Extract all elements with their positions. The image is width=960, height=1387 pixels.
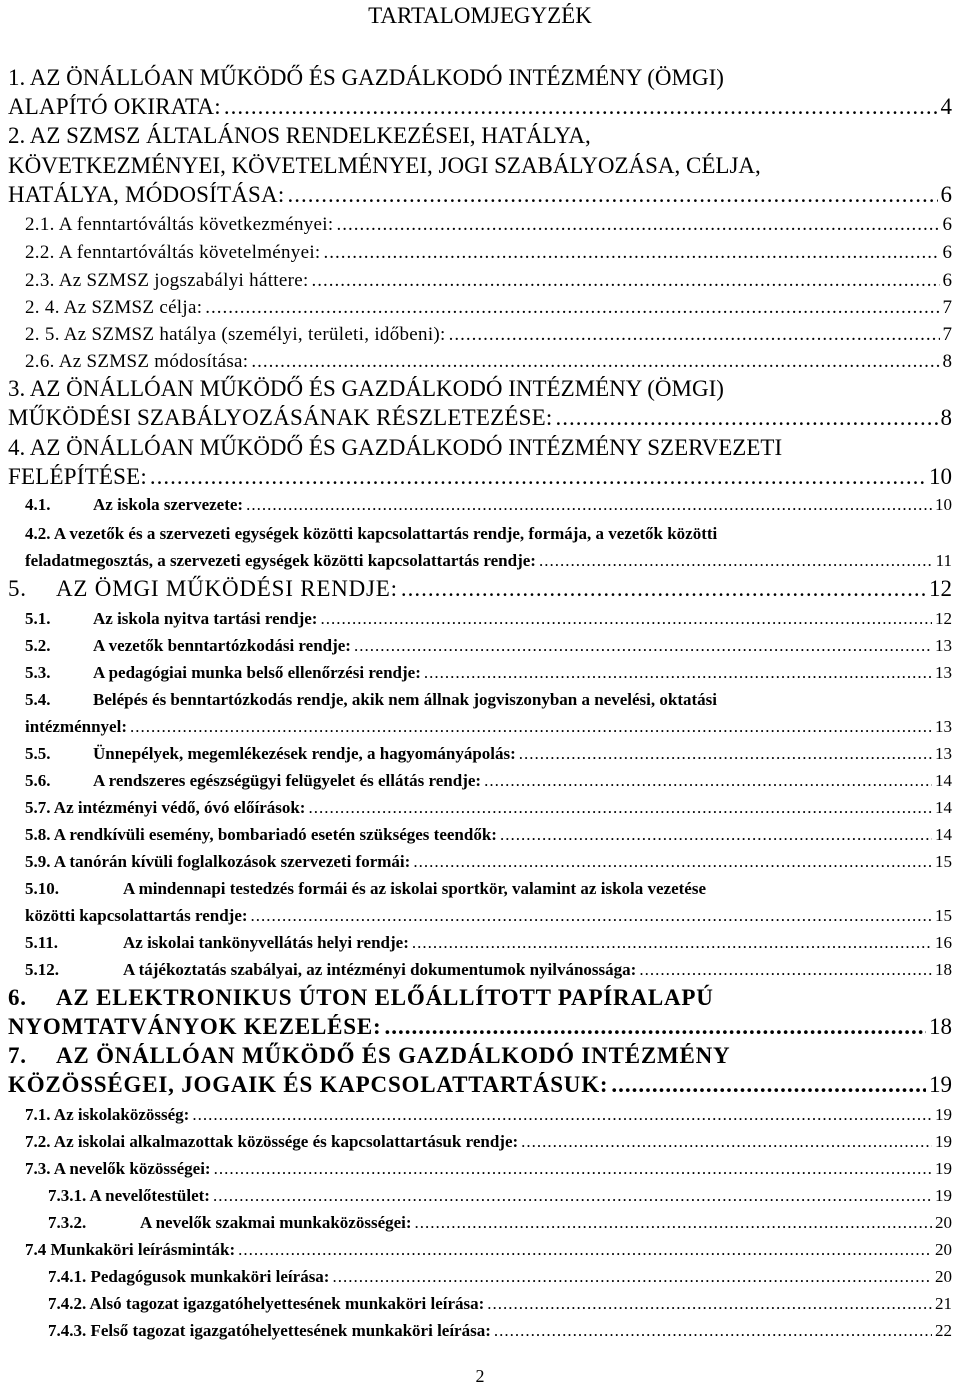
dot-leader bbox=[130, 713, 932, 740]
toc-entry-5-3[interactable]: 5.3. A pedagógiai munka belső ellenőrzési rendje: ..... 13 bbox=[25, 659, 952, 686]
toc-entry-5-4-line1[interactable]: 5.4. Belépés és benntartózkodás rendje, akik nem állnak jogviszonyban a nevelési, oktatási bbox=[25, 690, 718, 709]
dot-leader bbox=[238, 1236, 932, 1263]
dot-leader bbox=[556, 403, 938, 432]
dot-leader bbox=[213, 1182, 932, 1209]
toc-entry-2[interactable]: HATÁLYA, MÓDOSÍTÁSA: ..... 6 bbox=[8, 180, 952, 209]
toc-entry-4-2-line1[interactable]: 4.2. A vezetők és a szervezeti egységek közötti kapcsolattartás rendje, formája, a vezetők közötti bbox=[25, 524, 718, 543]
dot-leader bbox=[484, 767, 932, 794]
toc-entry-5-9[interactable]: 5.9. A tanórán kívüli foglalkozások szervezeti formái: ..... 15 bbox=[25, 848, 952, 875]
toc-entry-7-3-2[interactable]: 7.3.2. A nevelők szakmai munkaközösségei: ..... 20 bbox=[48, 1209, 952, 1236]
toc-entry-2-5[interactable]: 2. 5. Az SZMSZ hatálya (személyi, területi, időbeni): ..... 7 bbox=[25, 322, 952, 347]
dot-leader bbox=[401, 574, 926, 604]
toc-entry-7-3[interactable]: 7.3. A nevelők közösségei: ..... 19 bbox=[25, 1155, 952, 1182]
dot-leader bbox=[287, 180, 937, 209]
dot-leader bbox=[150, 462, 926, 491]
toc-entry-5-2[interactable]: 5.2. A vezetők benntartózkodási rendje: ..... 13 bbox=[25, 632, 952, 659]
dot-leader bbox=[415, 1209, 932, 1236]
dot-leader bbox=[413, 848, 932, 875]
toc-entry-7-4[interactable]: 7.4 Munkaköri leírásminták: ..... 20 bbox=[25, 1236, 952, 1263]
toc-entry-7[interactable]: KÖZÖSSÉGEI, JOGAIK ÉS KAPCSOLATTARTÁSUK: ..... 19 bbox=[8, 1070, 952, 1100]
dot-leader bbox=[312, 268, 940, 293]
toc-entry-4[interactable]: FELÉPÍTÉSE: ..... 10 bbox=[8, 462, 952, 491]
dot-leader bbox=[487, 1290, 932, 1317]
toc-entry-6-line1[interactable]: 6. AZ ELEKTRONIKUS ÚTON ELŐÁLLÍTOTT PAPÍRALAPÚ bbox=[8, 985, 714, 1010]
toc-entry-5-1[interactable]: 5.1. Az iskola nyitva tartási rendje: ..... 12 bbox=[25, 605, 952, 632]
dot-leader bbox=[192, 1101, 932, 1128]
dot-leader bbox=[324, 240, 940, 265]
dot-leader bbox=[611, 1070, 926, 1100]
toc-entry-7-4-1[interactable]: 7.4.1. Pedagógusok munkaköri leírása: ..... 20 bbox=[48, 1263, 952, 1290]
toc-entry-5-12[interactable]: 5.12. A tájékoztatás szabályai, az intézményi dokumentumok nyilvánossága: ..... 18 bbox=[25, 956, 952, 983]
dot-leader bbox=[214, 1155, 932, 1182]
dot-leader bbox=[336, 212, 939, 237]
toc-entry-5-10[interactable]: közötti kapcsolattartás rendje: ..... 15 bbox=[25, 902, 952, 929]
toc-entry-2-1[interactable]: 2.1. A fenntartóváltás következményei: ..... 6 bbox=[25, 212, 952, 237]
toc-entry-5-11[interactable]: 5.11. Az iskolai tankönyvellátás helyi rendje: ..... 16 bbox=[25, 929, 952, 956]
dot-leader bbox=[449, 322, 940, 347]
toc-entry-7-3-1[interactable]: 7.3.1. A nevelőtestület: ..... 19 bbox=[48, 1182, 952, 1209]
toc-entry-3[interactable]: MŰKÖDÉSI SZABÁLYOZÁSÁNAK RÉSZLETEZÉSE: ..... 8 bbox=[8, 403, 952, 432]
toc-entry-5-7[interactable]: 5.7. Az intézményi védő, óvó előírások: ..... 14 bbox=[25, 794, 952, 821]
dot-leader bbox=[251, 902, 932, 929]
toc-entry-7-2[interactable]: 7.2. Az iskolai alkalmazottak közössége és kapcsolattartásuk rendje: ..... 19 bbox=[25, 1128, 952, 1155]
dot-leader bbox=[412, 929, 932, 956]
toc-title: TARTALOMJEGYZÉK bbox=[368, 3, 592, 28]
toc-entry-5-10-line1[interactable]: 5.10. A mindennapi testedzés formái és az iskolai sportkör, valamint az iskola vezetése bbox=[25, 879, 706, 898]
toc-entry-5-5[interactable]: 5.5. Ünnepélyek, megemlékezések rendje, a hagyományápolás: ..... 13 bbox=[25, 740, 952, 767]
dot-leader bbox=[246, 491, 932, 518]
dot-leader bbox=[205, 295, 939, 320]
dot-leader bbox=[539, 547, 933, 574]
dot-leader bbox=[384, 1012, 926, 1042]
toc-entry-5-8[interactable]: 5.8. A rendkívüli esemény, bombariadó esetén szükséges teendők: ..... 14 bbox=[25, 821, 952, 848]
dot-leader bbox=[251, 349, 939, 374]
dot-leader bbox=[332, 1263, 932, 1290]
toc-entry-1-line1[interactable]: 1. AZ ÖNÁLLÓAN MŰKÖDŐ ÉS GAZDÁLKODÓ INTÉZMÉNY (ÖMGI) bbox=[8, 65, 724, 90]
dot-leader bbox=[308, 794, 932, 821]
dot-leader bbox=[494, 1317, 932, 1344]
toc-entry-5-4[interactable]: intézménnyel: ..... 13 bbox=[25, 713, 952, 740]
dot-leader bbox=[519, 740, 932, 767]
dot-leader bbox=[320, 605, 932, 632]
dot-leader bbox=[500, 821, 932, 848]
toc-entry-2-3[interactable]: 2.3. Az SZMSZ jogszabályi háttere: ..... 6 bbox=[25, 268, 952, 293]
toc-entry-4-1[interactable]: 4.1. Az iskola szervezete: ..... 10 bbox=[25, 491, 952, 518]
toc-entry-4-2[interactable]: feladatmegosztás, a szervezeti egységek közötti kapcsolattartás rendje: ..... 11 bbox=[25, 547, 952, 574]
dot-leader bbox=[354, 632, 932, 659]
toc-entry-4-line1[interactable]: 4. AZ ÖNÁLLÓAN MŰKÖDŐ ÉS GAZDÁLKODÓ INTÉZMÉNY SZERVEZETI bbox=[8, 435, 783, 460]
dot-leader bbox=[521, 1128, 932, 1155]
toc-entry-2-6[interactable]: 2.6. Az SZMSZ módosítása: ..... 8 bbox=[25, 349, 952, 374]
toc-entry-5[interactable]: 5. AZ ÖMGI MŰKÖDÉSI RENDJE: ..... 12 bbox=[8, 574, 952, 604]
toc-entry-1[interactable]: ALAPÍTÓ OKIRATA: ..... 4 bbox=[8, 92, 952, 121]
toc-entry-3-line1[interactable]: 3. AZ ÖNÁLLÓAN MŰKÖDŐ ÉS GAZDÁLKODÓ INTÉZMÉNY (ÖMGI) bbox=[8, 376, 724, 401]
dot-leader bbox=[224, 92, 938, 121]
toc-entry-7-line1[interactable]: 7. AZ ÖNÁLLÓAN MŰKÖDŐ ÉS GAZDÁLKODÓ INTÉZMÉNY bbox=[8, 1043, 731, 1068]
dot-leader bbox=[639, 956, 932, 983]
toc-entry-2-2[interactable]: 2.2. A fenntartóváltás követelményei: ..... 6 bbox=[25, 240, 952, 265]
toc-entry-6[interactable]: NYOMTATVÁNYOK KEZELÉSE: ..... 18 bbox=[8, 1012, 952, 1042]
dot-leader bbox=[424, 659, 932, 686]
toc-entry-2-line1[interactable]: 2. AZ SZMSZ ÁLTALÁNOS RENDELKEZÉSEI, HATÁLYA, bbox=[8, 123, 591, 148]
toc-entry-5-6[interactable]: 5.6. A rendszeres egészségügyi felügyelet és ellátás rendje: ..... 14 bbox=[25, 767, 952, 794]
page-number: 2 bbox=[475, 1366, 485, 1386]
toc-entry-7-4-3[interactable]: 7.4.3. Felső tagozat igazgatóhelyettesének munkaköri leírása: ..... 22 bbox=[48, 1317, 952, 1344]
toc-entry-2-line2[interactable]: KÖVETKEZMÉNYEI, KÖVETELMÉNYEI, JOGI SZABÁLYOZÁSA, CÉLJA, bbox=[8, 153, 761, 178]
toc-entry-2-4[interactable]: 2. 4. Az SZMSZ célja: ..... 7 bbox=[25, 295, 952, 320]
toc-entry-7-4-2[interactable]: 7.4.2. Alsó tagozat igazgatóhelyettesének munkaköri leírása: ..... 21 bbox=[48, 1290, 952, 1317]
toc-entry-7-1[interactable]: 7.1. Az iskolaközösség: ..... 19 bbox=[25, 1101, 952, 1128]
